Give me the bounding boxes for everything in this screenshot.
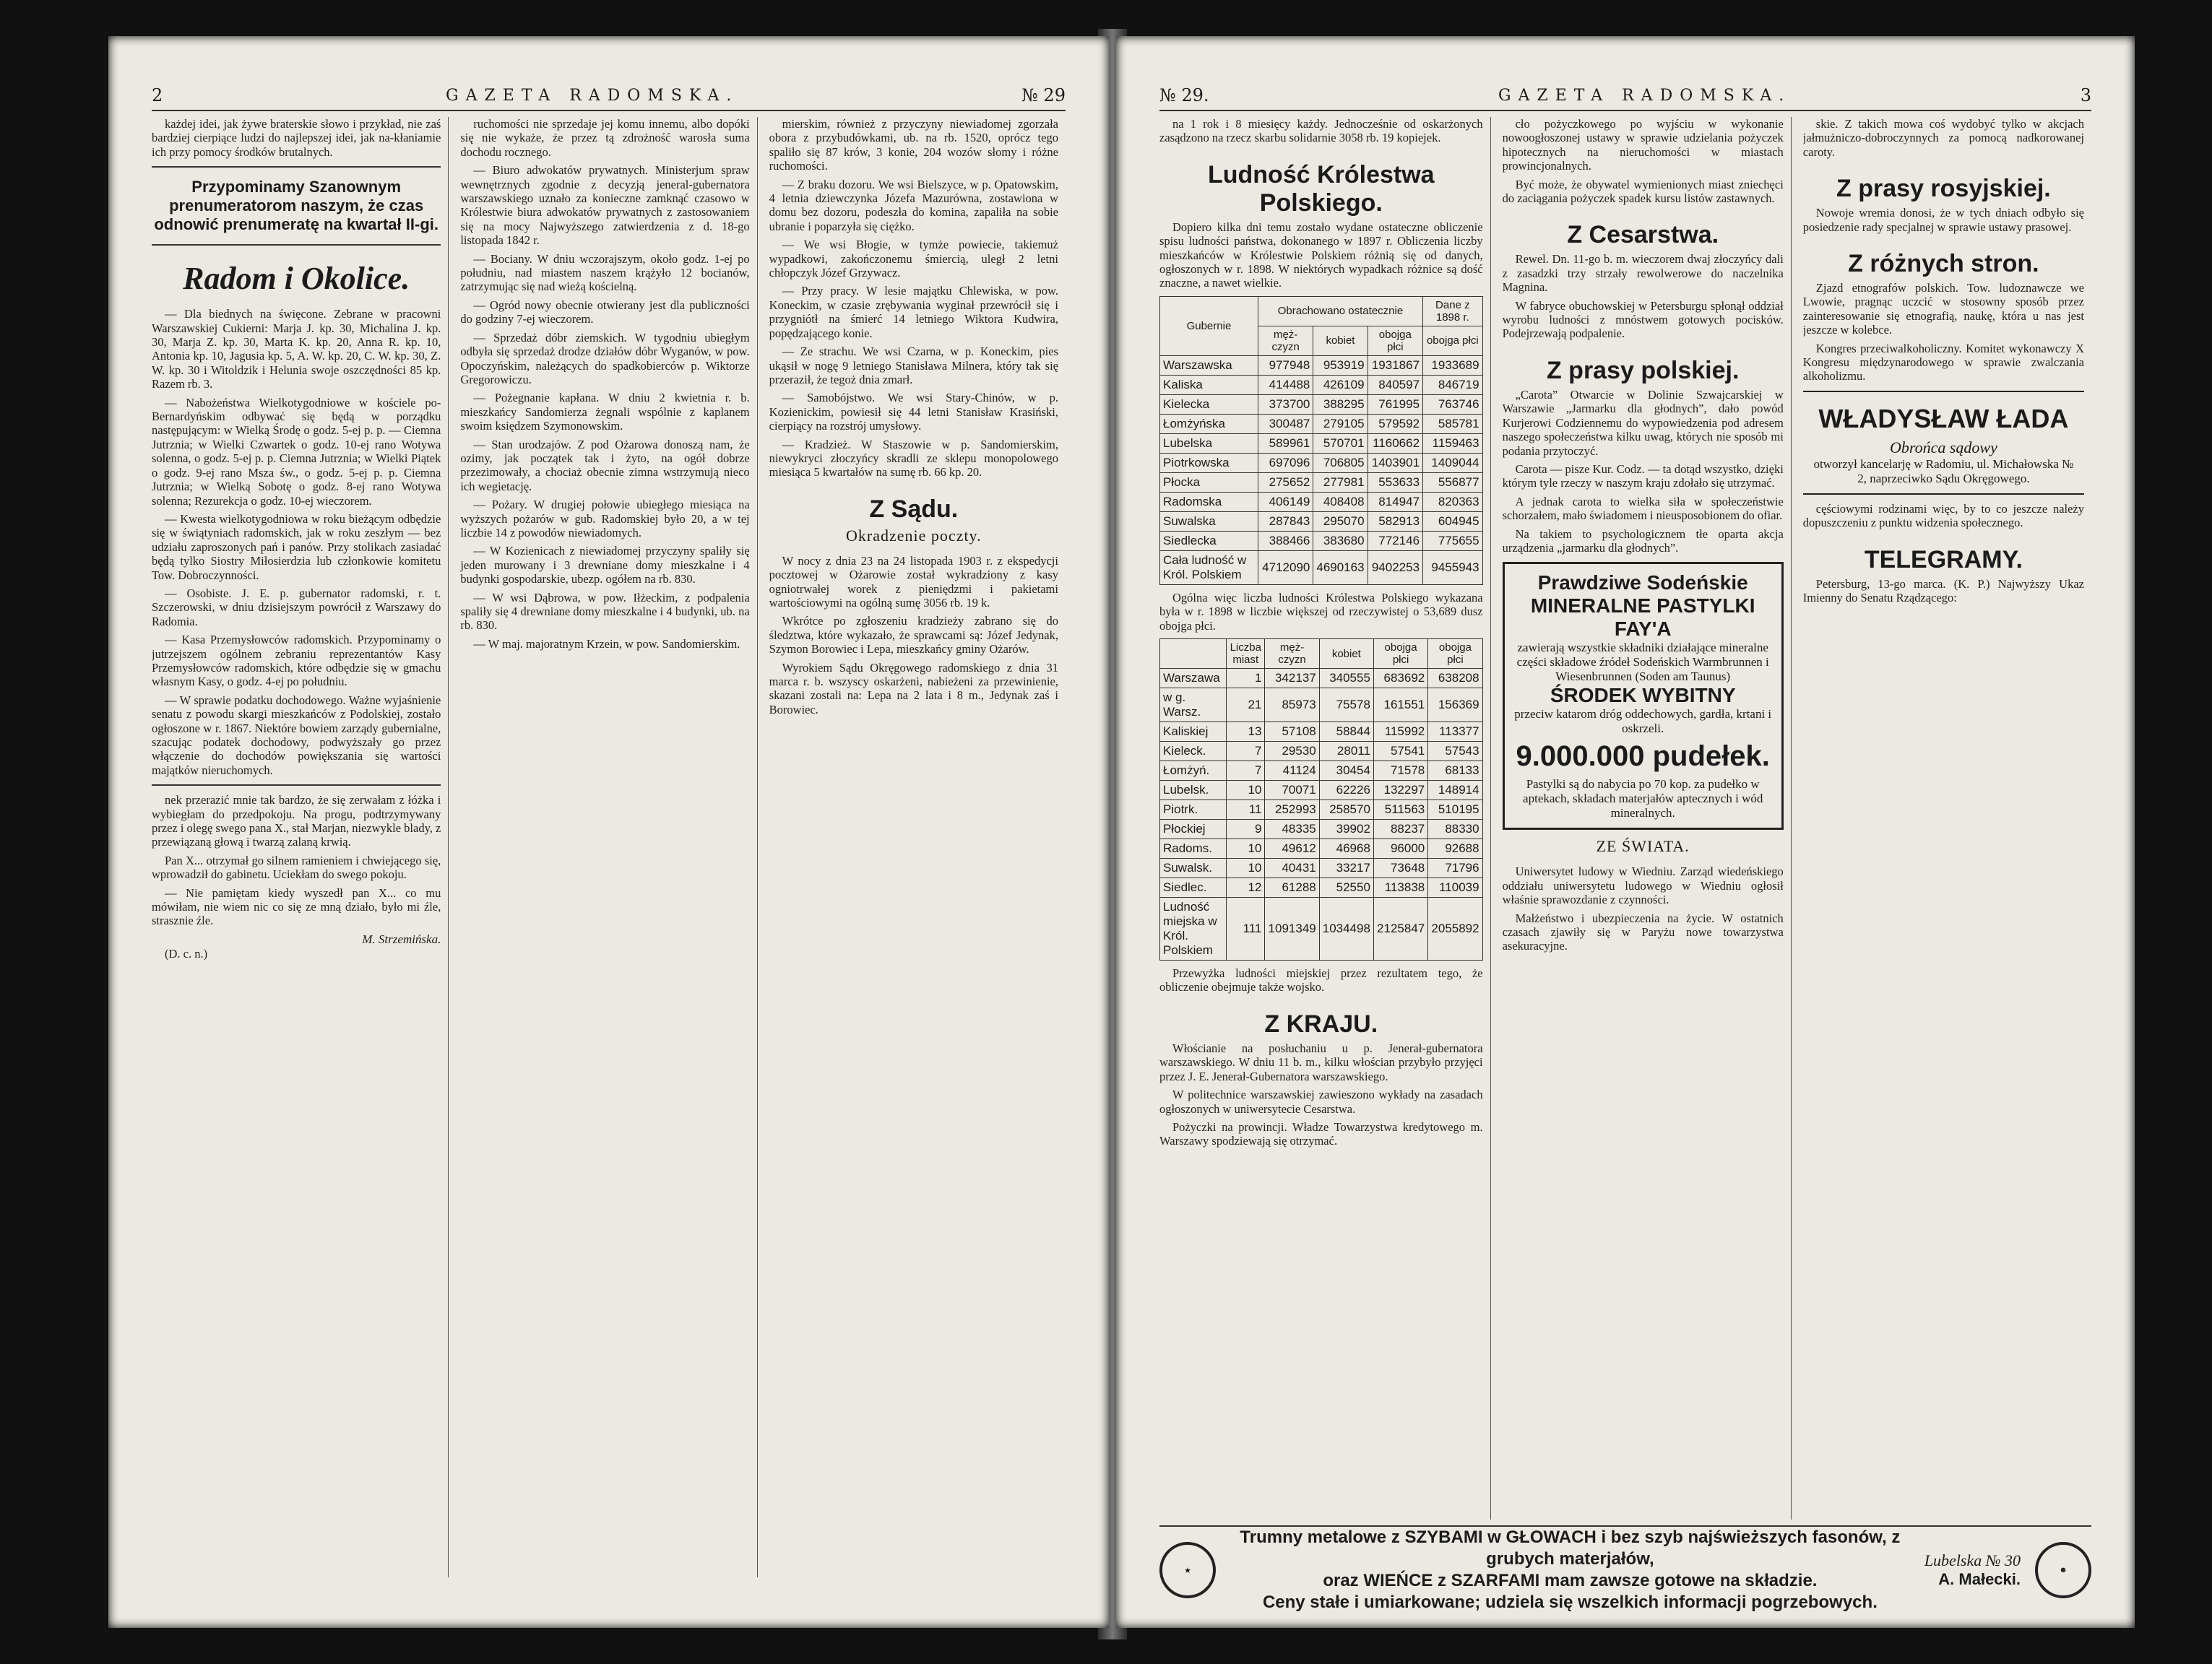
table-cell: 46968 <box>1319 839 1373 859</box>
table-cell: 115992 <box>1373 722 1427 742</box>
ad-line: Trumny metalowe z SZYBAMI w GŁOWACH i bez szyb najświeższych fasonów, z grubych materjałów, <box>1240 1528 1901 1569</box>
seal-icon: ★ <box>1159 1542 1216 1598</box>
table-cell: 132297 <box>1373 781 1427 800</box>
article-text: Petersburg, 13-go marca. (K. P.) Najwyższy Ukaz Imienny do Senatu Rządzącego: <box>1802 576 2084 605</box>
table-cell: 4690163 <box>1313 550 1368 584</box>
table-row <box>1160 820 1483 839</box>
row-label: Radoms. <box>1160 839 1227 859</box>
table-cell: 13 <box>1227 722 1265 742</box>
ad-title: Prawdziwe Sodeńskie MINERALNE PASTYLKI FAY'A <box>1530 571 1755 641</box>
table-cell: 21 <box>1227 688 1265 722</box>
row-label: Warszawska <box>1160 355 1258 375</box>
table-row <box>1160 839 1483 859</box>
table-cell: 7 <box>1227 761 1265 781</box>
row-label: Kieleck. <box>1160 742 1227 761</box>
article-text: — Pożary. W drugiej połowie ubiegłego miesiąca na wyższych pożarów w gub. Radomskiej było 20, a w tej liczbie 14 z powodów niewiadomych. <box>460 498 750 540</box>
table-cell: 1931867 <box>1368 355 1422 375</box>
table-row <box>1160 781 1483 800</box>
table-cell: 52550 <box>1319 878 1373 898</box>
article-text: cło pożyczkowego po wyjściu w wykonanie nowoogłoszonej ustawy w sprawie udzielania pożyczek hipotecznych na nieruchomości w miastach prowincjonalnych. <box>1502 117 1784 173</box>
article-text: W fabryce obuchowskiej w Petersburgu spłonął oddział wyrobu ludności z mnóstwem gotowych pocisków. Podejrzewają podpalenie. <box>1502 298 1784 341</box>
table-header: Liczba miast <box>1227 639 1265 669</box>
table-cell: 4712090 <box>1258 550 1313 584</box>
table-cell: 258570 <box>1319 800 1373 820</box>
table-cell: 406149 <box>1258 492 1313 511</box>
table-cell: 96000 <box>1373 839 1427 859</box>
table-cell: 61288 <box>1265 878 1319 898</box>
article-text: Kongres przeciwalkoholiczny. Komitet wykonawczy X Kongresu międzynarodowego w sprawie zwalczania alkoholizmu. <box>1802 341 2084 384</box>
table-cell: 9 <box>1227 820 1265 839</box>
coffin-advertisement <box>1159 1525 2091 1613</box>
table-cell: 1409044 <box>1423 453 1483 472</box>
author-signature: M. Strzemińska. <box>362 932 441 946</box>
article-text: — Kwesta wielkotygodniowa w roku bieżącym odbędzie się w świątyniach radomskich, jak w roku zeszłym — bez udziału zaproszonych pań i panów. Przy stolikach zasiadać będą tylko Siostry Miłosierdzia lub członkowie komitetu Tow. Dobroczynności. <box>152 511 441 582</box>
table-row <box>1160 761 1483 781</box>
article-text: na 1 rok i 8 miesięcy każdy. Jednocześnie od oskarżonych zasądzono na rzecz skarbu solidarnie 3058 rb. 19 kopiejek. <box>1159 117 1483 145</box>
table-cell: 70071 <box>1265 781 1319 800</box>
table-header: Dane z 1898 r. <box>1423 296 1483 326</box>
article-text: Uniwersytet ludowy w Wiedniu. Zarząd wiedeńskiego oddziału uniwersytetu ludowego w Wiedniu ogłosił właśnie sprawozdanie z czynności. <box>1502 864 1784 907</box>
article-text: — Nabożeństwa Wielkotygodniowe w kościele po-Bernardyńskim odbywać się będą w porządku następującym: w Wielką Środę o godz. 5-ej p. p. — Ciemna Jutrznia; w Wielki Czwartek o godz. 10-ej rano Wotywa solenna, o godz. 5-ej p. p. Ciemna Jutrznia; w Wielki Piątek o godz. 9-ej rano Msza św., o godz. 5-ej p. p. Ciemna Jutrznia; w Wielką Sobotę o godz. 8-ej rano Wotywa solenna; Rezurekcja o godz. 10-ej wieczorem. <box>152 395 441 508</box>
row-label: Piotrkowska <box>1160 453 1258 472</box>
article-text: ruchomości nie sprzedaje jej komu innemu, albo dopóki się nie wykaże, że przez tą zdrożność warosła suma dochodu rocznego. <box>460 117 750 159</box>
table-cell: 28011 <box>1319 742 1373 761</box>
section-heading: Radom i Okolice. <box>183 261 410 297</box>
table-cell: 39902 <box>1319 820 1373 839</box>
article-text: — Ze strachu. We wsi Czarna, w p. Koneckim, pies ukąsił w nogę 9 letniego Stanisława Milnera, który tak się przeraził, że tegoż dnia zmarł. <box>769 344 1058 386</box>
table-header: męż-czyzn <box>1258 326 1313 355</box>
table-row <box>1160 492 1483 511</box>
article-text: Małżeństwo i ubezpieczenia na życie. W ostatnich czasach zjawiły się w Paryżu nowe towarzystwa asekuracyjne. <box>1502 911 1784 953</box>
table-cell: 582913 <box>1368 511 1422 531</box>
table-cell: 638208 <box>1428 669 1482 688</box>
table-cell: 156369 <box>1428 688 1482 722</box>
table-cell: 589961 <box>1258 433 1313 453</box>
table-row <box>1160 859 1483 878</box>
article-text: — W Kozienicach z niewiadomej przyczyny spaliły się jeden murowany i 3 drewniane domy mieszkalne i 4 budynki gospodarskie, ubezp. ogółem na rb. 830. <box>460 544 750 586</box>
article-text: W politechnice warszawskiej zawieszono wykłady na zasadach ogłoszonych w uniwersytecie Cesarstwa. <box>1159 1088 1483 1116</box>
table-cell: 511563 <box>1373 800 1427 820</box>
article-text: Wyrokiem Sądu Okręgowego radomskiego z dnia 31 marca r. b. wszyscy oskarżeni, nabieżeni za przewinienie, skazani zostali na: Lepa na 2 lata i 8 m., Jedynak zaś i Borowiec. <box>769 660 1058 716</box>
table-header: obojga płci <box>1423 326 1483 355</box>
table-row <box>1160 453 1483 472</box>
row-label: Kaliskiej <box>1160 722 1227 742</box>
table-cell: 48335 <box>1265 820 1319 839</box>
population-heading: Ludność Królestwa Polskiego. <box>1207 160 1435 217</box>
table-cell: 1159463 <box>1423 433 1483 453</box>
table-cell: 113838 <box>1373 878 1427 898</box>
table-row <box>1160 878 1483 898</box>
ad-subtitle: zawierają wszystkie składniki działające mineralne części składowe źródeł Sodeńskich Warmbrunnen i Wiesenbrunnen (Soden am Taunus) <box>1516 641 1769 684</box>
table-row <box>1160 550 1483 584</box>
row-label: Warszawa <box>1160 669 1227 688</box>
table-cell: 30454 <box>1319 761 1373 781</box>
telegrams-heading: TELEGRAMY. <box>1864 545 2023 573</box>
table-cell: 763746 <box>1423 394 1483 414</box>
table-cell: 88237 <box>1373 820 1427 839</box>
table-cell: 408408 <box>1313 492 1368 511</box>
article-text: „Carota” Otwarcie w Dolinie Szwajcarskiej w Warszawie „Jarmarku dla głodnych”, dało powód Kurjerowi Codziennemu do wypowiedzenia pod adresem naszego społeczeństwa kilku uwag, których nie sposób mi podania przytoczyć. <box>1502 387 1784 458</box>
row-label: Lubelska <box>1160 433 1258 453</box>
row-label: Łomżyńska <box>1160 414 1258 433</box>
article-text: — Dla biednych na święcone. Zebrane w pracowni Warszawskiej Cukierni: Marja J. kp. 30, Michalina J. kp. 30, Marja Z. kp. 30, Marta K. kp. 20, Anna R. kp. 10, Antonia kp. 10, Jagusia kp. 5, A. W. kp. 20, C. W. kp. 30, Z. W. kp. 30 i Witoldzik i Helunia swoje oszczędności 85 kp. Razem rb. 3. <box>152 307 441 391</box>
table-row <box>1160 531 1483 550</box>
table-row <box>1160 800 1483 820</box>
left-column-2 <box>460 117 757 1577</box>
table-cell: 75578 <box>1319 688 1373 722</box>
row-label: Cała ludność w Król. Polskiem <box>1160 550 1258 584</box>
table-cell: 88330 <box>1428 820 1482 839</box>
table-cell: 1034498 <box>1319 898 1373 961</box>
ad-address: Lubelska № 30 <box>1924 1551 2021 1569</box>
article-text: — Kasa Przemysłowców radomskich. Przypominamy o jutrzejszem ogólnem zebraniu reprezentantów Kasy Przemysłowców radomskich, które odbędzie się w gmachu własnym Kasy, o godz. 4-ej po południu. <box>152 633 441 689</box>
table-header <box>1160 639 1227 669</box>
table-row <box>1160 722 1483 742</box>
table-cell: 585781 <box>1423 414 1483 433</box>
article-text: Wkrótce po zgłoszeniu kradzieży zabrano się do śledztwa, które wykazało, że sprawcami są: Józef Jedynak, Szymon Borowiec i Lepa, mieszkańcy gminy Ożarów. <box>769 614 1058 656</box>
lawyer-address: otworzył kancelarję w Radomiu, ul. Michałowska № 2, naprzeciwko Sądu Okręgowego. <box>1813 456 2074 485</box>
article-text: Pożyczki na prowincji. Władze Towarzystwa kredytowego m. Warszawy spodziewają się otrzymać. <box>1159 1119 1483 1148</box>
article-text: Na takiem to psychologicznem tłe oparta akcja urządzenia „jarmarku dla głodnych”. <box>1502 526 1784 555</box>
right-page-header <box>1159 81 2091 111</box>
article-text: — Stan urodzajów. Z pod Ożarowa donoszą nam, że ozimy, jak początek tak i żyto, na ogół dobrze przezimowały, a chociaż obecnie zimna wstrzymują nieco ich wegietację. <box>460 437 750 493</box>
divider <box>152 166 441 168</box>
article-text: cęściowymi rodzinami więc, by to co jeszcze należy dopuszczeniu z punktu widzenia społecznego. <box>1802 501 2084 530</box>
table-cell: 29530 <box>1265 742 1319 761</box>
right-page <box>1116 36 2135 1628</box>
table-cell: 41124 <box>1265 761 1319 781</box>
table-cell: 556877 <box>1423 472 1483 492</box>
table-header: obojga płci <box>1373 639 1427 669</box>
table-cell: 383680 <box>1313 531 1368 550</box>
table-cell: 275652 <box>1258 472 1313 492</box>
article-text: — W sprawie podatku dochodowego. Ważne wyjaśnienie senatu z powodu skargi mieszkańców z Podolskiej, zostało ogłoszone w r. 1867. Niektóre bowiem zarządy gubernialne, szacując podatek dochodowy, podwyższały go przez włączenie do dochodów powiększania się wartości majątków nieruchomych. <box>152 693 441 777</box>
ad-contact <box>1924 1551 2021 1589</box>
page-number: 2 <box>152 85 163 105</box>
table-cell: 953919 <box>1313 355 1368 375</box>
article-text: — Sprzedaż dóbr ziemskich. W tygodniu ubiegłym odbyła się sprzedaż drodze działów dóbr Wyganów, w pow. Opoczyńskim, należących do spadkobierców p. Wiktorze Gregorowiczu. <box>460 330 750 386</box>
ad-text: przeciw katarom dróg oddechowych, gardła, krtani i oskrzeli. <box>1514 707 1772 736</box>
right-column-3 <box>1803 117 2091 1520</box>
table-cell: 85973 <box>1265 688 1319 722</box>
table-cell: 300487 <box>1258 414 1313 433</box>
article-text: każdej idei, jak żywe braterskie słowo i przykład, nie zaś bardziej cierpiące ludzi do najlepszej idei, jak na-kłaniamie ich przy pomocy środków brutalnych. <box>152 117 441 159</box>
row-label: Siedlecka <box>1160 531 1258 550</box>
row-label: Suwalsk. <box>1160 859 1227 878</box>
table-cell: 840597 <box>1368 375 1422 394</box>
table-cell: 9455943 <box>1423 550 1483 584</box>
article-text: — Osobiste. J. E. p. gubernator radomski, r. t. Szczerowski, w dniu dzisiejszym powrócił z Warszawy do Radomia. <box>152 586 441 628</box>
table-body <box>1160 355 1483 584</box>
article-text: mierskim, również z przyczyny niewiadomej zgorzała obora z przybudówkami, ub. na rb. 1520, oprócz tego spaliło się 87 krów, 3 konie, 204 wozów słomy i różne ruchomości. <box>769 117 1058 173</box>
table-row <box>1160 669 1483 688</box>
ad-highlight: ŚRODEK WYBITNY <box>1550 684 1736 707</box>
row-label: Kaliska <box>1160 375 1258 394</box>
various-heading: Z różnych stron. <box>1848 250 2039 278</box>
table-cell: 12 <box>1227 878 1265 898</box>
table-cell: 1160662 <box>1368 433 1422 453</box>
row-label: Płocka <box>1160 472 1258 492</box>
table-cell: 295070 <box>1313 511 1368 531</box>
issue-number: № 29 <box>1021 85 1066 105</box>
table-cell: 10 <box>1227 859 1265 878</box>
article-text: A jednak carota to wielka siła w społeczeństwie schorzałem, mało świadomem i nieusposobionem do ofiar. <box>1502 494 1784 523</box>
table-cell: 2055892 <box>1428 898 1482 961</box>
table-cell: 570701 <box>1313 433 1368 453</box>
table-cell: 49612 <box>1265 839 1319 859</box>
table-header: obojga płci <box>1428 639 1482 669</box>
table-cell: 388466 <box>1258 531 1313 550</box>
table-header: Obrachowano ostatecznie <box>1258 296 1422 326</box>
table-row <box>1160 742 1483 761</box>
table-cell: 92688 <box>1428 839 1482 859</box>
left-columns <box>152 117 1066 1577</box>
table-header: męż-czyzn <box>1265 639 1319 669</box>
population-table-gubernias <box>1159 296 1483 585</box>
pastilles-advertisement <box>1503 562 1784 830</box>
table-cell: 761995 <box>1368 394 1422 414</box>
table-cell: 113377 <box>1428 722 1482 742</box>
article-text: Być może, że obywatel wymienionych miast zniechęci do zaciągania pożyczek spadek kursu listów zastawnych. <box>1502 177 1784 206</box>
article-text: W nocy z dnia 23 na 24 listopada 1903 r. z ekspedycji pocztowej w Ożarowie został wykradziony z kasy ogniotrwałej worek z pieniędzmi i pakietami wartościowymi na ogólną sumę 3056 rb. 19 k. <box>769 553 1058 610</box>
page-number: 3 <box>2080 85 2091 105</box>
table-header: obojga płci <box>1368 326 1422 355</box>
left-page <box>108 36 1109 1628</box>
table-cell: 977948 <box>1258 355 1313 375</box>
table-cell: 287843 <box>1258 511 1313 531</box>
table-cell: 1 <box>1227 669 1265 688</box>
left-column-3 <box>769 117 1066 1577</box>
lawyer-name: WŁADYSŁAW ŁADA <box>1818 403 2069 433</box>
left-column-1 <box>152 117 449 1577</box>
article-text: Rewel. Dn. 11-go b. m. wieczorem dwaj złoczyńcy dali z zasadzki trzy strzały rewolwerowe do naczelnika Magnina. <box>1502 252 1784 295</box>
row-label: Radomska <box>1160 492 1258 511</box>
right-column-1 <box>1159 117 1491 1520</box>
table-cell: 342137 <box>1265 669 1319 688</box>
table-cell: 1403901 <box>1368 453 1422 472</box>
issue-number: № 29. <box>1159 85 1209 105</box>
table-cell: 775655 <box>1423 531 1483 550</box>
article-text: — W wsi Dąbrowa, w pow. Iłżeckim, z podpalenia spaliły się 4 drewniane domy mieszkalne i 4 budynki, ub. na rb. 830. <box>460 590 750 633</box>
row-label: w g. Warsz. <box>1160 688 1227 722</box>
table-row <box>1160 375 1483 394</box>
table-row <box>1160 355 1483 375</box>
table-cell: 57541 <box>1373 742 1427 761</box>
table-cell: 71578 <box>1373 761 1427 781</box>
masthead-title: GAZETA RADOMSKA. <box>1498 86 1792 105</box>
ad-line: oraz WIEŃCE z SZARFAMI mam zawsze gotowe na składzie. <box>1323 1571 1818 1590</box>
table-cell: 820363 <box>1423 492 1483 511</box>
right-column-2 <box>1503 117 1792 1520</box>
row-label: Łomżyń. <box>1160 761 1227 781</box>
table-cell: 1091349 <box>1265 898 1319 961</box>
table-cell: 110039 <box>1428 878 1482 898</box>
portrait-icon: ☻ <box>2035 1542 2091 1598</box>
article-text: Dopiero kilka dni temu zostało wydane ostateczne obliczenie spisu ludności państwa, dokonanego w 1897 r. Obliczenia liczby mieszkańców w Królestwie Polskiem różnią się od danych, ogłoszonych w r. 1898. W niektórych wypadkach różnice są dość znaczne, a nawet wielkie. <box>1159 220 1483 290</box>
table-row <box>1160 511 1483 531</box>
article-text: — Biuro adwokatów prywatnych. Ministerjum spraw wewnętrznych zgodnie z decyzją jeneral-gubernatora warszawskiego uznało za konieczne zamknąć czasowo w Królestwie biura adwokatów prywatnych z zastosowaniem się na mocy Najwyższego zatwierdzenia z d. 18-go listopada 1842 r. <box>460 163 750 248</box>
ad-text-block <box>1230 1527 1910 1613</box>
table-header: Gubernie <box>1160 296 1258 355</box>
feuilleton-text: — Nie pamiętam kiedy wyszedł pan X... co mu mówiłam, nie wiem nic co się ze mną działo, było mi źle, strasznie źle. <box>152 885 441 928</box>
table-cell: 426109 <box>1313 375 1368 394</box>
ad-line: Ceny stałe i umiarkowane; udziela się wszelkich informacji pogrzebowych. <box>1262 1592 1878 1612</box>
article-text: Nowoje wremia donosi, że w tych dniach odbyło się posiedzenie rady specjalnej w sprawie ustawy prasowej. <box>1802 206 2084 234</box>
article-text: Włościanie na posłuchaniu u p. Jenerał-gubernatora warszawskiego. W dniu 11 b. m., kilku włościan przybyło przyjęci przez J. E. Jenerał-Gubernatora warszawskiego. <box>1159 1041 1483 1083</box>
article-text: — Bociany. W dniu wczorajszym, około godz. 1-ej po południu, nad miastem naszem krążyło 12 bocianów, zatrzymując się nad wieżą kościelną. <box>460 251 750 294</box>
article-text: — Samobójstwo. We wsi Stary-Chinów, w p. Kozienickim, powiesił się 44 letni Stanisław Krasiński, cierpiący na rozstrój umysłowy. <box>769 391 1058 433</box>
table-cell: 373700 <box>1258 394 1313 414</box>
divider <box>152 784 441 786</box>
table-cell: 579592 <box>1368 414 1422 433</box>
table-cell: 2125847 <box>1373 898 1427 961</box>
row-label: Piotrk. <box>1160 800 1227 820</box>
table-row <box>1160 898 1483 961</box>
article-text: Zjazd etnografów polskich. Tow. ludoznawcze we Lwowie, pragnąc uczcić w stosowny sposób przez zainteresowanie się etnografią, naukę, która u nas jest jeszcze w kolebce. <box>1802 281 2084 337</box>
table-cell: 11 <box>1227 800 1265 820</box>
article-text: — Ogród nowy obecnie otwierany jest dla publiczności do godziny 7-ej wieczorem. <box>460 298 750 326</box>
world-heading: ZE ŚWIATA. <box>1596 837 1690 856</box>
divider <box>152 244 441 246</box>
continued-note: (D. c. n.) <box>165 946 208 961</box>
table-row <box>1160 394 1483 414</box>
row-label: Siedlec. <box>1160 878 1227 898</box>
table-cell: 252993 <box>1265 800 1319 820</box>
subscription-notice: Przypominamy Szanownym prenumeratorom naszym, że czas odnowić prenumeratę na kwartał II-gi. <box>154 178 438 234</box>
table-body <box>1160 669 1483 961</box>
ad-big-number: 9.000.000 pudełek. <box>1516 740 1770 773</box>
table-cell: 814947 <box>1368 492 1422 511</box>
table-cell: 71796 <box>1428 859 1482 878</box>
table-cell: 510195 <box>1428 800 1482 820</box>
polish-press-heading: Z prasy polskiej. <box>1546 356 1740 384</box>
table-cell: 846719 <box>1423 375 1483 394</box>
table-cell: 62226 <box>1319 781 1373 800</box>
russian-press-heading: Z prasy rosyjskiej. <box>1836 175 2051 203</box>
feuilleton-text: Pan X... otrzymał go silnem ramieniem i chwiejącego się, wprowadził do gabinetu. Uciekłam do swego pokoju. <box>152 853 441 882</box>
table-cell: 553633 <box>1368 472 1422 492</box>
table-cell: 148914 <box>1428 781 1482 800</box>
article-text: — We wsi Błogie, w tymże powiecie, takiemuż wypadkowi, zakończonemu śmiercią, uległ 2 letni chłopczyk Józef Grzywacz. <box>769 238 1058 280</box>
table-cell: 697096 <box>1258 453 1313 472</box>
table-cell: 706805 <box>1313 453 1368 472</box>
ad-footer: Pastylki są do nabycia po 70 kop. za pudełko w aptekach, składach materjałów aptecznych i wód mineralnych. <box>1523 777 1763 820</box>
article-text: Przewyżka ludności miejskiej przez rezultatem tego, że obliczenie obejmuje także wojsko. <box>1159 966 1483 994</box>
lawyer-advertisement <box>1803 391 2084 495</box>
table-cell: 414488 <box>1258 375 1313 394</box>
table-cell: 68133 <box>1428 761 1482 781</box>
table-row <box>1160 414 1483 433</box>
table-cell: 33217 <box>1319 859 1373 878</box>
row-label: Kielecka <box>1160 394 1258 414</box>
table-cell: 279105 <box>1313 414 1368 433</box>
table-cell: 388295 <box>1313 394 1368 414</box>
table-cell: 7 <box>1227 742 1265 761</box>
table-cell: 604945 <box>1423 511 1483 531</box>
table-cell: 161551 <box>1373 688 1427 722</box>
article-text: skie. Z takich mowa coś wydobyć tylko w akcjach jałmużniczo-dobroczynnych za pomocą nadkorowanej caroty. <box>1802 117 2084 159</box>
table-cell: 57108 <box>1265 722 1319 742</box>
table-row <box>1160 688 1483 722</box>
article-text: — W maj. majoratnym Krzein, w pow. Sandomierskim. <box>473 636 740 651</box>
court-heading: Z Sądu. <box>869 495 959 523</box>
article-text: — Przy pracy. W lesie majątku Chlewiska, w pow. Koneckim, w czasie zrębywania wyginał przewrócił się i przygniótł na śmierć 14 letniego Wiktora Kudwira, popędzającego konie. <box>769 284 1058 340</box>
article-text: — Kradzież. W Staszowie w p. Sandomierskim, niewykryci złoczyńcy skradli ze sklepu monopolowego miesiąca 5 kwartałów na sumę rb. 66 kp. 20. <box>769 437 1058 480</box>
ad-name: A. Małecki. <box>1938 1570 2021 1588</box>
population-table-cities <box>1159 638 1483 961</box>
table-row <box>1160 472 1483 492</box>
article-text: — Pożegnanie kapłana. W dniu 2 kwietnia r. b. mieszkańcy Sandomierza żegnali wspólnie z kaplanem swoim księdzem Szymonowskim. <box>460 391 750 433</box>
table-cell: 683692 <box>1373 669 1427 688</box>
table-cell: 9402253 <box>1368 550 1422 584</box>
country-heading: Z KRAJU. <box>1264 1010 1378 1038</box>
table-cell: 73648 <box>1373 859 1427 878</box>
table-header: kobiet <box>1313 326 1368 355</box>
table-cell: 1933689 <box>1423 355 1483 375</box>
table-cell: 277981 <box>1313 472 1368 492</box>
court-subheading: Okradzenie poczty. <box>846 526 982 545</box>
table-cell: 57543 <box>1428 742 1482 761</box>
empire-heading: Z Cesarstwa. <box>1567 221 1719 249</box>
left-page-header <box>152 81 1066 111</box>
lawyer-title: Obrońca sądowy <box>1889 438 1997 456</box>
right-columns <box>1159 117 2091 1520</box>
table-cell: 772146 <box>1368 531 1422 550</box>
masthead-title: GAZETA RADOMSKA. <box>446 86 739 105</box>
row-label: Ludność miejska w Król. Polskiem <box>1160 898 1227 961</box>
table-cell: 10 <box>1227 839 1265 859</box>
row-label: Lubelsk. <box>1160 781 1227 800</box>
table-cell: 340555 <box>1319 669 1373 688</box>
table-cell: 40431 <box>1265 859 1319 878</box>
table-header: kobiet <box>1319 639 1373 669</box>
article-text: — Z braku dozoru. We wsi Bielszyce, w p. Opatowskim, 4 letnia dziewczynka Józefa Mazurówna, zostawiona w domu bez dozoru, podeszła do komina, zapaliła na sobie ubranie i poparzyła się ciężko. <box>769 177 1058 233</box>
row-label: Płockiej <box>1160 820 1227 839</box>
feuilleton-text: nek przerazić mnie tak bardzo, że się zerwałam z łóżka i wybiegłam do przedpokoju. Na progu, podtrzymywany przez i olegę swego pana X., stał Marjan, niezwykle blady, z przewiązaną głową i twarzą zalaną krwią. <box>152 793 441 849</box>
row-label: Suwalska <box>1160 511 1258 531</box>
table-cell: 10 <box>1227 781 1265 800</box>
table-cell: 58844 <box>1319 722 1373 742</box>
article-text: Carota — pisze Kur. Codz. — ta dotąd wszystko, dzięki którym tyle rzeczy w naszym kraju zdołało się utrzymać. <box>1502 462 1784 490</box>
article-text: Ogólna więc liczba ludności Królestwa Polskiego wykazana była w r. 1898 w liczbie większej od rzeczywistej o 53,689 dusz obojga płci. <box>1159 590 1483 633</box>
table-cell: 111 <box>1227 898 1265 961</box>
table-row <box>1160 433 1483 453</box>
